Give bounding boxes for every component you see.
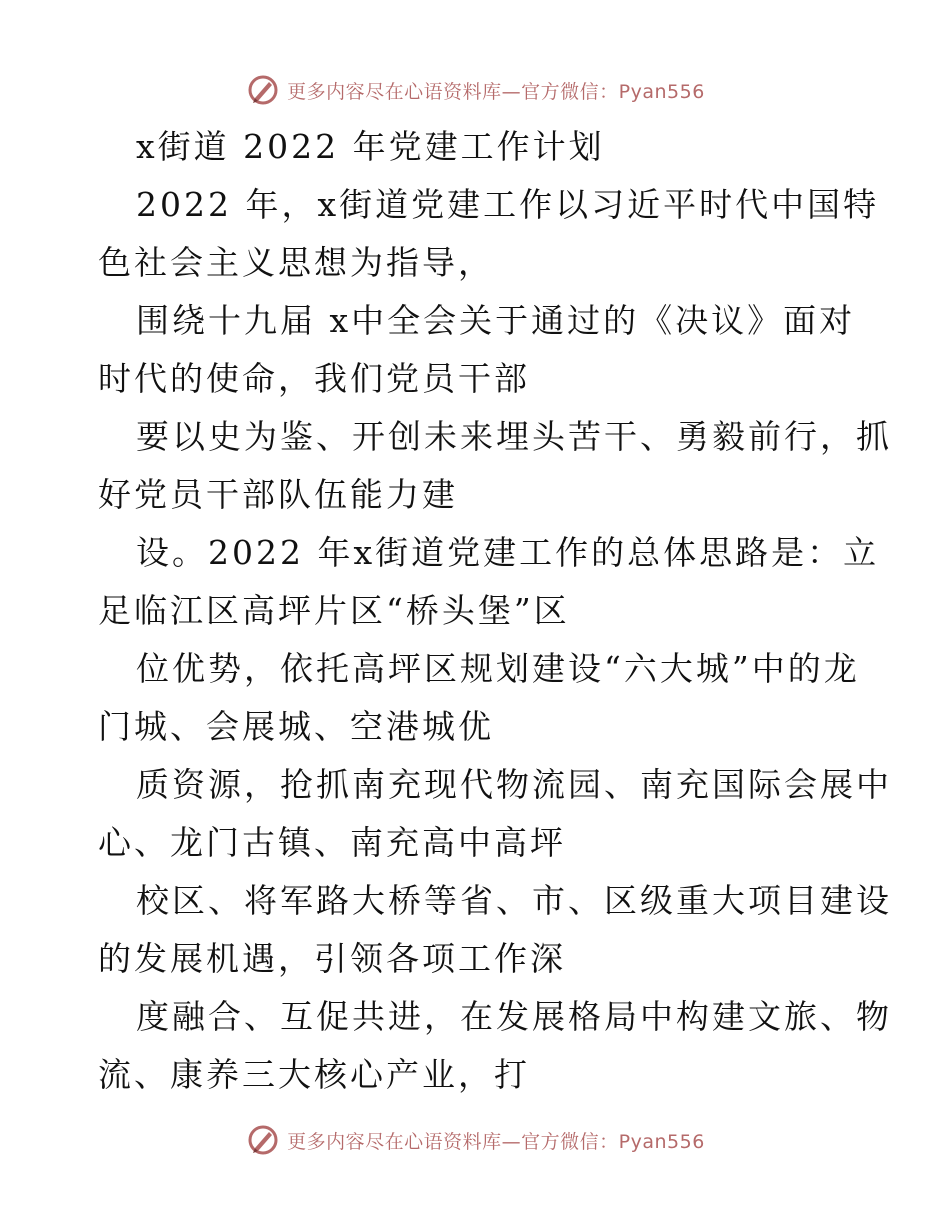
text-line: 的发展机遇，引领各项工作深 xyxy=(98,939,566,978)
text-line: 足临江区高坪片区“桥头堡”区 xyxy=(98,591,570,630)
pen-logo-icon xyxy=(245,72,281,108)
text-line: 时代的使命，我们党员干部 xyxy=(98,359,530,398)
footer-watermark xyxy=(0,1120,950,1160)
text-line: 质资源，抢抓南充现代物流园、南充国际会展中 xyxy=(136,765,892,804)
text-line: 度融合、互促共进，在发展格局中构建文旅、物 xyxy=(136,997,892,1036)
text-line: 位优势，依托高坪区规划建设“六大城”中的龙 xyxy=(136,649,860,688)
header-watermark xyxy=(0,70,950,110)
watermark-text: 更多内容尽在心语资料库—官方微信：Pyan556 xyxy=(287,1130,705,1153)
text-line: 门城、会展城、空港城优 xyxy=(98,707,494,746)
text-line: 要以史为鉴、开创未来埋头苦干、勇毅前行，抓 xyxy=(136,417,892,456)
text-line: 围绕十九届 x中全会关于通过的《决议》面对 xyxy=(136,301,856,340)
watermark-text: 更多内容尽在心语资料库—官方微信：Pyan556 xyxy=(287,80,705,103)
text-line: 色社会主义思想为指导， xyxy=(98,243,494,282)
text-line: 2022 年，x街道党建工作以习近平时代中国特 xyxy=(136,185,880,224)
text-line: 校区、将军路大桥等省、市、区级重大项目建设 xyxy=(136,881,892,920)
text-line: 心、龙门古镇、南充高中高坪 xyxy=(98,823,566,862)
text-line: 流、康养三大核心产业，打 xyxy=(98,1055,530,1094)
text-line: 好党员干部队伍能力建 xyxy=(98,475,458,514)
pen-logo-icon xyxy=(245,1122,281,1158)
text-line: 设。2022 年x街道党建工作的总体思路是：立 xyxy=(136,533,880,572)
document-body xyxy=(98,118,892,1104)
text-line: x街道 2022 年党建工作计划 xyxy=(136,127,605,166)
